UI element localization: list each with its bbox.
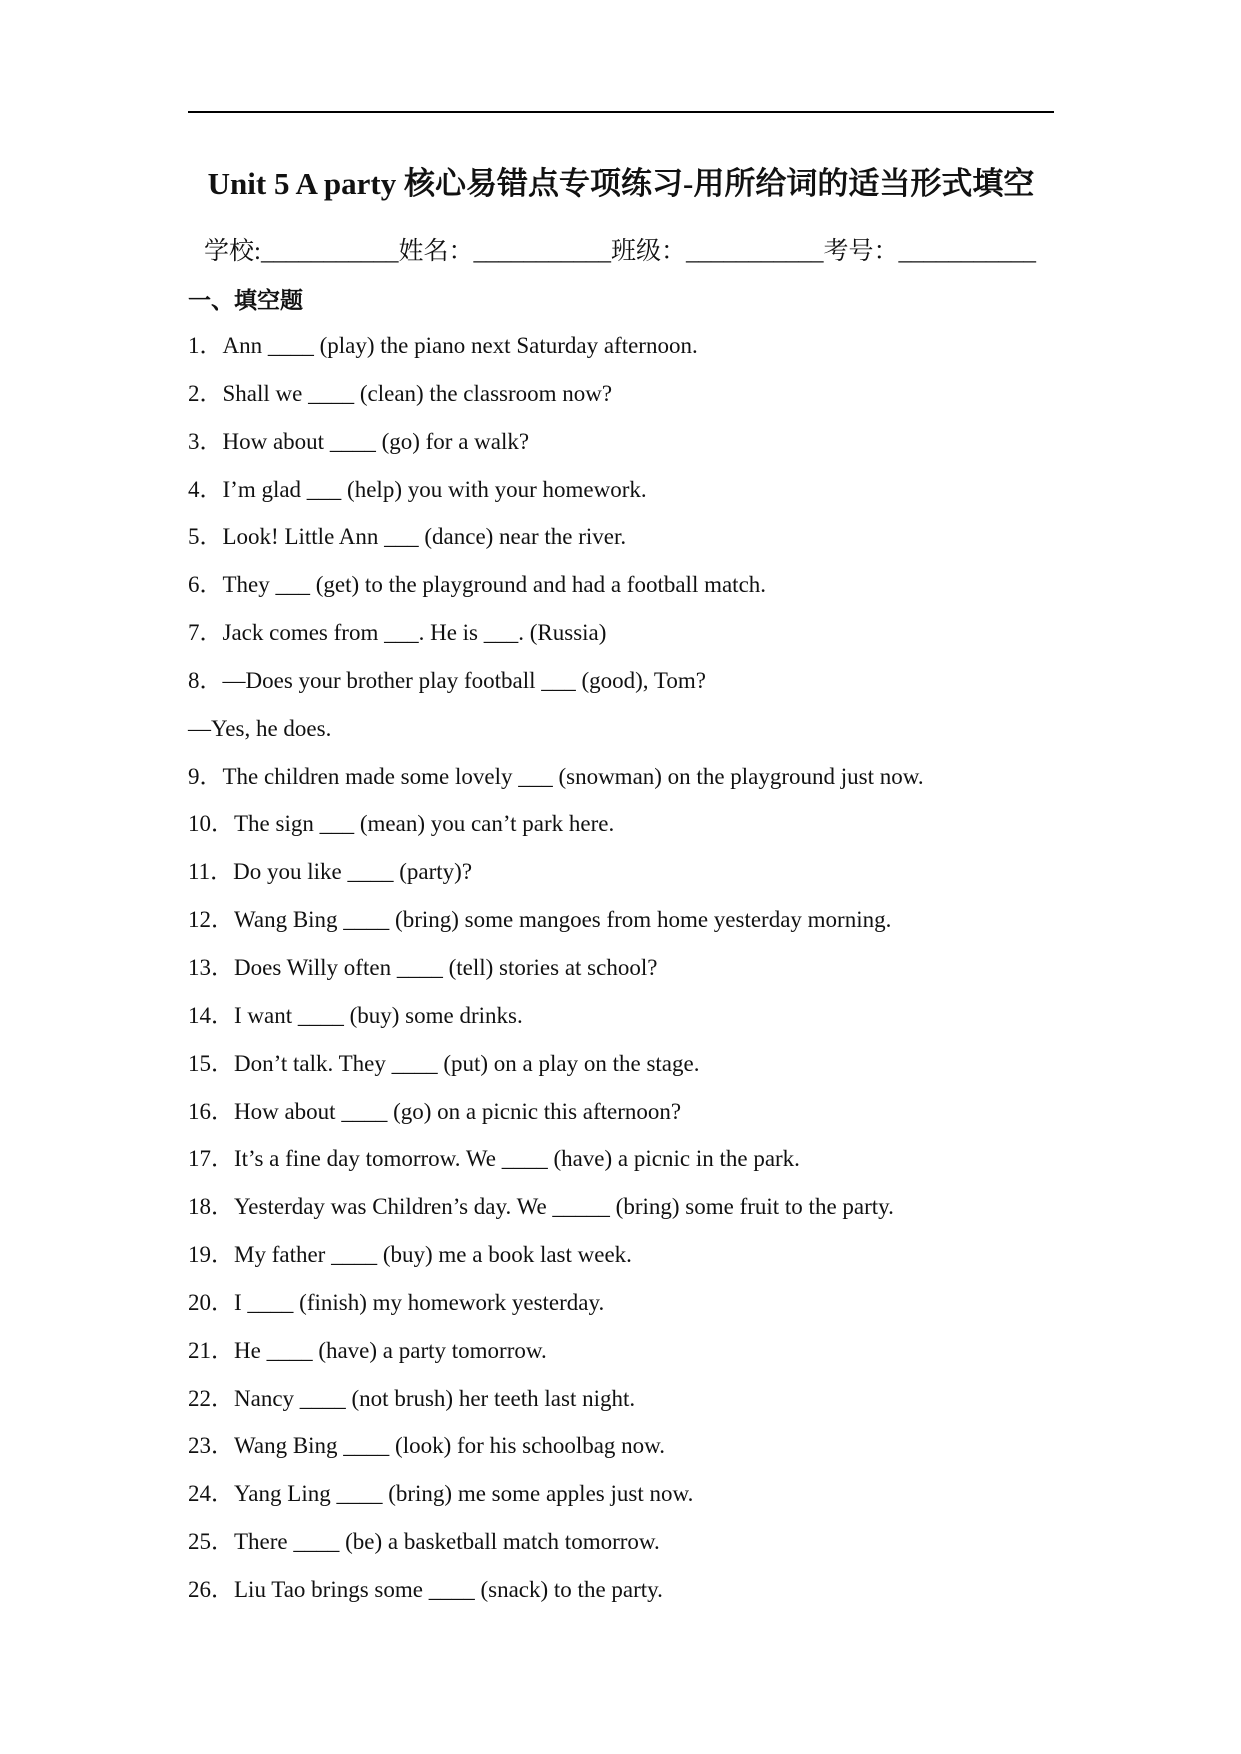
question-number: 17． (188, 1146, 234, 1172)
question-item (188, 996, 1048, 1044)
name-field: 姓名：___________ (398, 238, 611, 265)
question-text: He ____ (have) a party tomorrow. (234, 1337, 547, 1363)
question-item (188, 470, 1048, 518)
question-text: Do you like ____ (party)? (233, 859, 473, 885)
question-number: 25． (188, 1529, 234, 1555)
question-item (188, 1522, 1048, 1570)
question-number: 20． (188, 1289, 234, 1315)
question-number: 10． (188, 811, 234, 837)
section-heading: 一、填空题 (188, 288, 303, 313)
header-rule (188, 111, 1054, 113)
question-item (188, 1044, 1048, 1092)
question-number: 23． (188, 1433, 234, 1459)
question-item (188, 1474, 1048, 1522)
question-text: I ____ (finish) my homework yesterday. (234, 1289, 605, 1315)
question-text: Yang Ling ____ (bring) me some apples just now. (234, 1481, 694, 1507)
question-text: How about ____ (go) for a walk? (222, 428, 530, 454)
student-info-row (204, 232, 1036, 272)
question-item (188, 900, 1048, 948)
question-text: They ___ (get) to the playground and had a football match. (222, 572, 767, 598)
question-number: 16． (188, 1098, 234, 1124)
question-text: Jack comes from ___. He is ___. (Russia) (222, 620, 607, 646)
question-item (188, 374, 1048, 422)
question-number: 18． (188, 1194, 234, 1220)
question-item (188, 1331, 1048, 1379)
question-number: 4． (188, 476, 223, 502)
question-item (188, 326, 1048, 374)
question-item (188, 422, 1048, 470)
question-text: Does Willy often ____ (tell) stories at school? (234, 954, 658, 980)
question-number: 7． (188, 620, 223, 646)
question-text: Nancy ____ (not brush) her teeth last night. (234, 1385, 636, 1411)
school-field: 学校:___________ (204, 238, 399, 265)
question-item (188, 948, 1048, 996)
question-item (188, 1092, 1048, 1140)
question-text: There ____ (be) a basketball match tomorrow. (234, 1529, 660, 1555)
question-number: 2． (188, 380, 223, 406)
question-text: I want ____ (buy) some drinks. (234, 1002, 523, 1028)
question-number: 12． (188, 907, 234, 933)
question-text: My father ____ (buy) me a book last week. (234, 1242, 632, 1268)
question-number: 8． (188, 667, 223, 693)
question-item (188, 709, 1048, 757)
question-number: 21． (188, 1337, 234, 1363)
question-item (188, 1570, 1048, 1618)
question-item (188, 1139, 1048, 1187)
question-number: 1． (188, 333, 223, 358)
question-item (188, 1283, 1048, 1331)
question-number: 13． (188, 954, 234, 980)
question-item (188, 1426, 1048, 1474)
question-number: 11． (188, 859, 234, 885)
question-text: How about ____ (go) on a picnic this afternoon? (234, 1098, 682, 1124)
question-item (188, 852, 1048, 900)
question-text: I’m glad ___ (help) you with your homework. (222, 476, 647, 502)
question-item (188, 565, 1048, 613)
question-item (188, 757, 1048, 805)
question-item (188, 1235, 1048, 1283)
question-number: 14． (188, 1002, 234, 1028)
question-number: 6． (188, 572, 223, 598)
question-text: Wang Bing ____ (bring) some mangoes from home yesterday morning. (234, 907, 892, 933)
question-number: 15． (188, 1050, 234, 1076)
question-item (188, 804, 1048, 852)
question-text: Look! Little Ann ___ (dance) near the river. (222, 524, 627, 550)
question-text: The sign ___ (mean) you can’t park here. (234, 811, 615, 837)
question-text: Wang Bing ____ (look) for his schoolbag now. (234, 1433, 666, 1459)
question-item (188, 1187, 1048, 1235)
question-text: —Yes, he does. (188, 715, 332, 741)
question-number: 9． (188, 763, 223, 789)
question-number: 22． (188, 1385, 234, 1411)
question-text: Shall we ____ (clean) the classroom now? (222, 380, 613, 406)
question-item (188, 613, 1048, 661)
exam-number-field: 考号：___________ (823, 238, 1036, 265)
question-text: —Does your brother play football ___ (good), Tom? (222, 667, 706, 693)
question-text: The children made some lovely ___ (snowman) on the playground just now. (222, 763, 924, 789)
question-text: It’s a fine day tomorrow. We ____ (have) a picnic in the park. (234, 1146, 800, 1172)
question-item (188, 661, 1048, 709)
question-item (188, 517, 1048, 565)
question-number: 26． (188, 1576, 234, 1602)
question-text: Ann ____ (play) the piano next Saturday afternoon. (222, 333, 698, 358)
question-item (188, 1379, 1048, 1427)
question-text: Yesterday was Children’s day. We _____ (bring) some fruit to the party. (234, 1194, 894, 1220)
question-text: Liu Tao brings some ____ (snack) to the party. (234, 1576, 663, 1602)
question-text: Don’t talk. They ____ (put) on a play on the stage. (234, 1050, 700, 1076)
question-list (188, 326, 1048, 1618)
question-number: 24． (188, 1481, 234, 1507)
question-number: 5． (188, 524, 223, 550)
question-number: 19． (188, 1242, 234, 1268)
class-field: 班级：___________ (610, 238, 824, 265)
page-title: Unit 5 A party 核心易错点专项练习-用所给词的适当形式填空 (207, 166, 1035, 201)
question-number: 3． (188, 428, 223, 454)
